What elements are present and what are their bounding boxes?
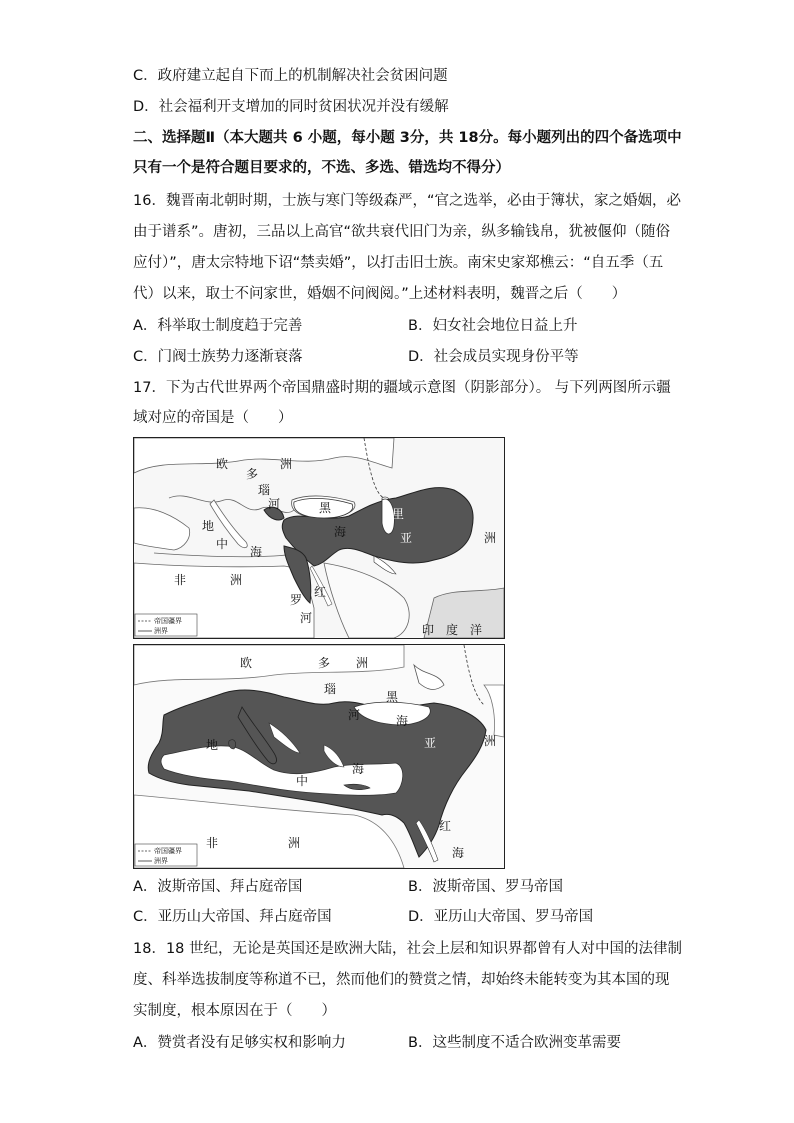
map2-label-black1: 黑 [386,690,399,704]
map2-label-europe1: 欧 [240,656,253,670]
map2-label-di: 地 [206,738,219,752]
q18-stem-line2: 度、科举选拔制度等称道不已，然而他们的赞赏之情，却始终未能转变为其本国的现 [133,972,670,988]
q17-option-c: C．亚历山大帝国、拜占庭帝国 [133,909,332,925]
map1-legend-border: 帝国疆界 [154,617,182,625]
prev-option-c: C．政府建立起自下而上的机制解决社会贫困问题 [133,68,448,84]
map1-label-he: 河 [300,611,313,625]
map1-legend-continent: 洲界 [154,627,168,635]
q16-option-d: D．社会成员实现身份平等 [408,349,579,365]
q17-option-b: B．波斯帝国、罗马帝国 [408,879,563,895]
map2-label-red: 红 [439,819,452,833]
q16-stem-line4: 代）以来，取士不问家世，婚姻不问阀阅。”上述材料表明，魏晋之后（ ） [133,286,627,302]
map-roman-empire [133,644,505,869]
map2-label-africa2: 洲 [288,836,301,850]
map2-label-ya: 亚 [424,736,437,750]
map2-label-sea: 海 [452,846,465,860]
map2-label-zhong: 中 [296,774,309,788]
q16-stem-line1: 16．魏晋南北朝时期，士族与寒门等级森严，“官之选举，必由于簿状，家之婚姻，必 [133,193,681,209]
map1-label-africa1: 非 [174,573,187,587]
map1-label-indian: 印 度 洋 [422,623,483,637]
map1-label-black2: 海 [334,525,347,539]
map1-label-red: 红 [314,585,327,599]
map2-label-black2: 海 [396,714,409,728]
map1-label-africa2: 洲 [230,573,243,587]
q17-option-a: A．波斯帝国、拜占庭帝国 [133,879,303,895]
map1-label-zhou-asia: 洲 [484,531,497,545]
q16-option-b: B．妇女社会地位日益上升 [408,318,578,334]
map2-label-africa1: 非 [206,836,219,850]
map2-label-danube: 瑙 [324,682,337,696]
q16-option-c: C．门阀士族势力逐渐衰落 [133,349,303,365]
q18-option-a: A．赞赏者没有足够实权和影响力 [133,1035,346,1051]
q16-stem-line3: 应付）”，唐太宗特地下诏“禁卖婚”，以打击旧士族。南宋史家郑樵云：“自五季（五 [133,255,664,271]
q17-stem-line1: 17．下为古代世界两个帝国鼎盛时期的疆域示意图（阴影部分）。 与下列两图所示疆 [133,380,671,396]
map2-label-hai: 海 [352,762,365,776]
map2-label-europe2: 多 [318,656,331,670]
map1-label-river: 河 [268,497,281,511]
map2-label-europe3: 洲 [356,656,369,670]
map2-legend-continent: 洲界 [154,857,168,865]
map1-label-di: 地 [202,519,215,533]
map2-legend-border: 帝国疆界 [154,847,182,855]
section-heading-line1: 二、选择题Ⅱ（本大题共 6 小题，每小题 3分，共 18分。每小题列出的四个备选项中 [133,130,682,146]
map-persian-empire [133,437,505,639]
map1-label-zhong: 中 [216,537,229,551]
q16-stem-line2: 由于谱系”。唐初，三品以上高官“欲共衰代旧门为亲，纵多输钱帛，犹被偃仰（随俗 [133,224,671,240]
map1-label-europe3: 洲 [280,457,293,471]
q16-option-a: A．科举取士制度趋于完善 [133,318,303,334]
map2-label-river: 河 [348,708,361,722]
map1-label-europe2: 多 [246,467,259,481]
section-heading-line2: 只有一个是符合题目要求的，不选、多选、错选均不得分） [133,160,510,176]
q17-option-d: D．亚历山大帝国、罗马帝国 [408,909,594,925]
map1-label-danube: 瑙 [258,483,271,497]
q18-stem-line3: 实制度，根本原因在于（ ） [133,1003,336,1019]
prev-option-d: D．社会福利开支增加的同时贫困状况并没有缓解 [133,99,449,115]
map1-label-black1: 黑 [319,501,332,515]
map1-label-hai: 海 [250,545,263,559]
map2-label-zhou-asia: 洲 [484,734,497,748]
map1-label-luo: 罗 [290,593,303,607]
q18-option-b: B．这些制度不适合欧洲变革需要 [408,1035,621,1051]
map1-label-europe1: 欧 [216,457,229,471]
q18-stem-line1: 18．18 世纪，无论是英国还是欧洲大陆，社会上层和知识界都曾有人对中国的法律制 [133,941,683,957]
map1-label-li: 里 [392,507,405,521]
q17-stem-line2: 域对应的帝国是（ ） [133,410,293,426]
map1-label-ya: 亚 [400,531,413,545]
